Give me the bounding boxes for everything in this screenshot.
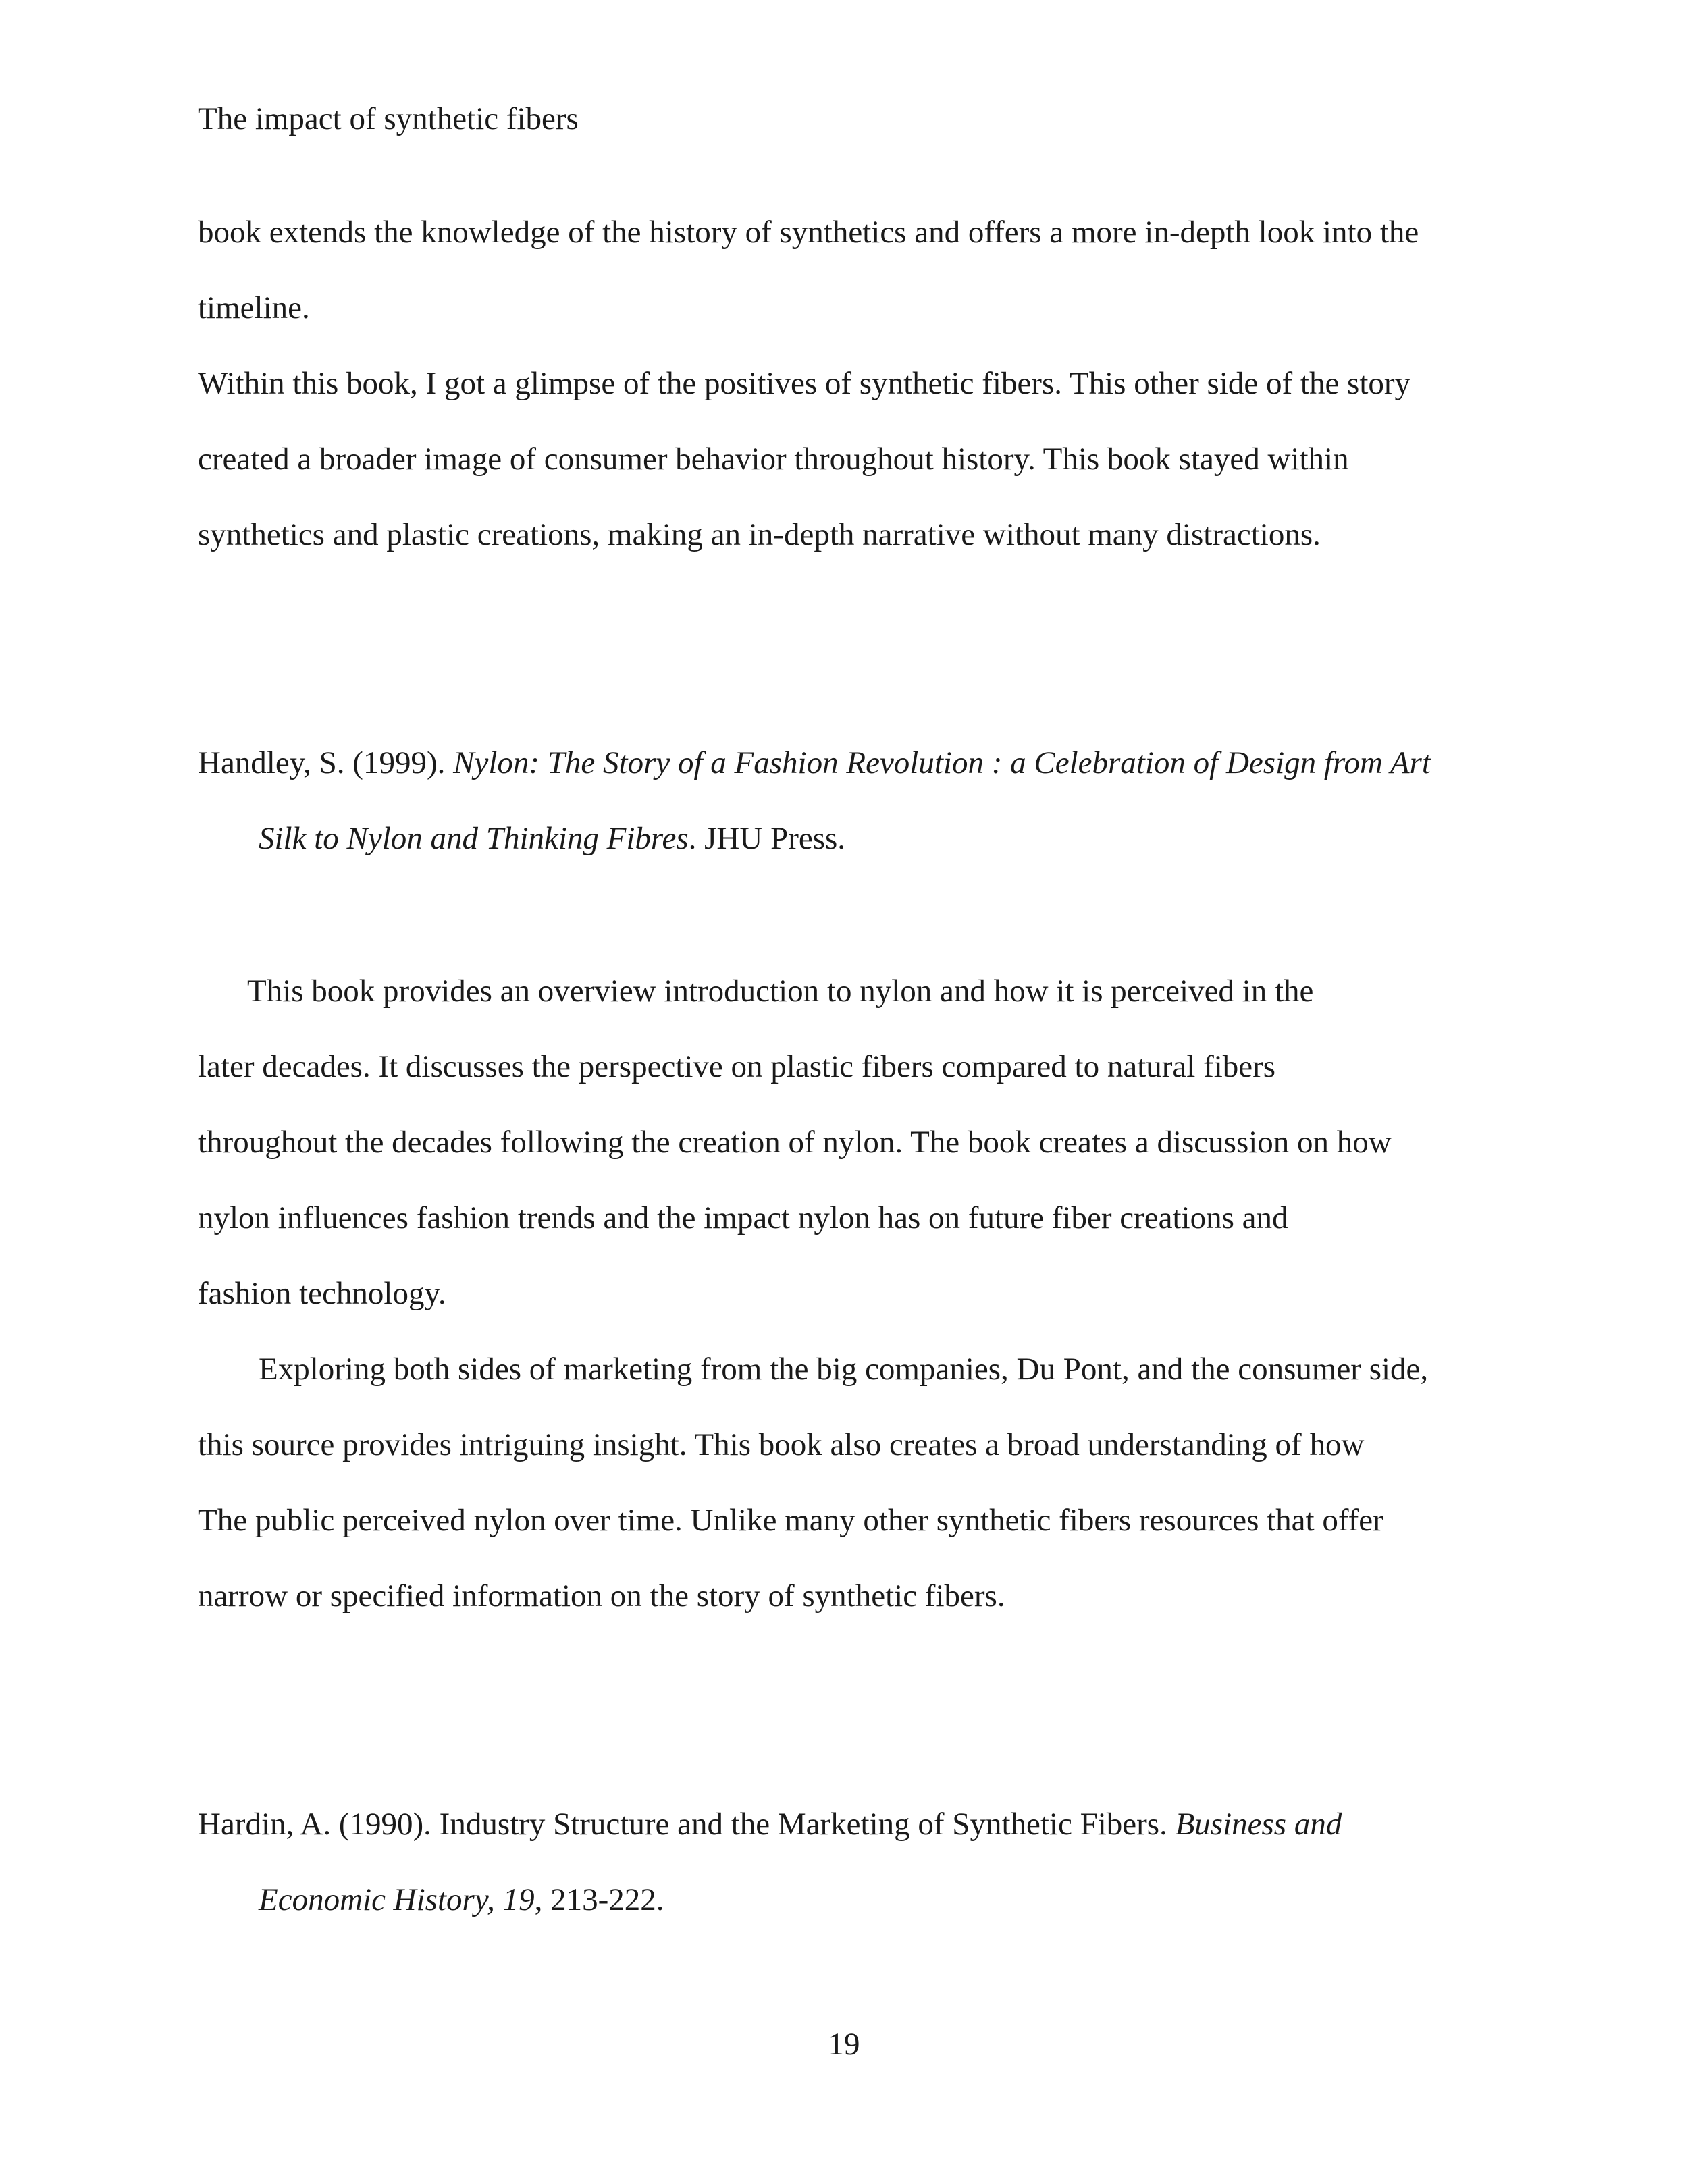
citation-hardin [198,1805,1342,1843]
paragraph-line: narrow or specified information on the story of synthetic fibers. [198,1578,1005,1614]
citation-pages: , 213-222. [534,1882,664,1917]
citation-title: Silk to Nylon and Thinking Fibres [259,821,689,856]
citation-journal: Economic History, 19 [259,1882,535,1917]
citation-authors: Handley, S. (1999). [198,745,454,780]
paragraph-line: The public perceived nylon over time. Unlike many other synthetic fibers resources that offer [198,1503,1383,1538]
paragraph-line: later decades. It discusses the perspective on plastic fibers compared to natural fibers [198,1049,1276,1084]
citation-hardin-continued [259,1881,664,1919]
paragraph-line: created a broader image of consumer behavior throughout history. This book stayed within [198,442,1349,477]
paragraph-line: synthetics and plastic creations, making an in-depth narrative without many distractions. [198,517,1321,552]
citation-handley [198,744,1431,782]
paragraph-line: throughout the decades following the creation of nylon. The book creates a discussion on how [198,1125,1392,1160]
citation-journal: Business and [1175,1807,1342,1842]
page-number: 19 [828,2027,860,2062]
paragraph-line: book extends the knowledge of the history of synthetics and offers a more in-depth look into the [198,215,1419,250]
citation-title: Nylon: The Story of a Fashion Revolution : a Celebration of Design from Art [453,745,1431,780]
paragraph-line: Within this book, I got a glimpse of the positives of synthetic fibers. This other side of the story [198,366,1411,401]
paragraph-line: nylon influences fashion trends and the impact nylon has on future fiber creations and [198,1200,1288,1235]
paragraph-line: This book provides an overview introduction to nylon and how it is perceived in the [247,974,1314,1009]
paragraph-line: fashion technology. [198,1276,446,1311]
paragraph-line: this source provides intriguing insight. This book also creates a broad understanding of how [198,1427,1365,1462]
citation-text: Hardin, A. (1990). Industry Structure and the Marketing of Synthetic Fibers. [198,1807,1176,1842]
paragraph-line: Exploring both sides of marketing from the big companies, Du Pont, and the consumer side, [259,1352,1429,1387]
paragraph-line: timeline. [198,290,310,325]
citation-handley-continued [259,820,845,857]
citation-publisher: . JHU Press. [688,821,846,856]
running-header: The impact of synthetic fibers [198,101,579,136]
